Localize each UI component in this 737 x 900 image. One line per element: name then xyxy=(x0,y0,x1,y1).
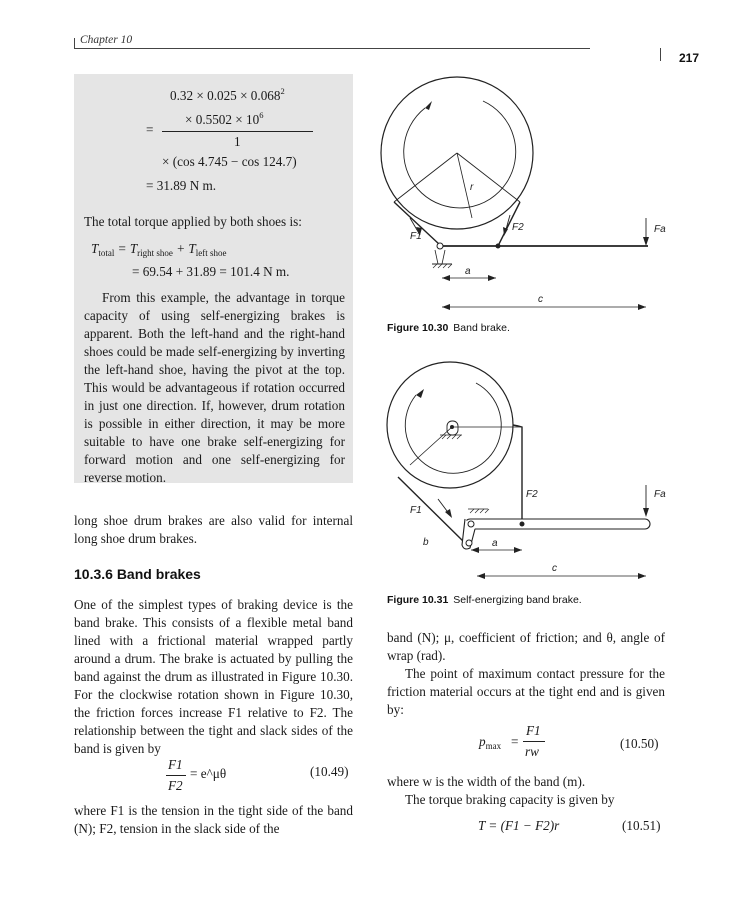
eq49-denominator: F2 xyxy=(168,778,183,793)
band-end-attachment xyxy=(466,540,472,546)
label-c: c xyxy=(538,294,543,305)
rotation-arrow-head xyxy=(416,389,424,398)
total-torque-line-1: $T_{total} = T_{right shoe} + T_{left shoe}$ xyxy=(91,241,227,258)
eq50-lhs: $p_{max}$ xyxy=(479,734,502,751)
label-F1: F1 xyxy=(410,231,422,242)
label-F2: F2 xyxy=(526,489,538,500)
eq50-number: (10.50) xyxy=(620,736,659,751)
lever-arm xyxy=(465,519,650,529)
eq-line-2: × $0.5502 \times 10^6$ xyxy=(185,110,264,127)
eq-fraction-bar xyxy=(162,131,313,132)
band-attachment xyxy=(496,244,501,249)
figure-10-31-self-energizing-band-brake xyxy=(380,355,680,585)
radius-line-left xyxy=(394,153,457,202)
band-definitions-paragraph: band (N); μ, coefficient of friction; and θ, angle of wrap (rad). xyxy=(387,630,665,663)
total-torque-line-2: = 69.54 + 31.89 = 101.4 N m. xyxy=(132,264,290,279)
eq50-equals: = xyxy=(511,734,519,749)
figure-10-30-caption: Figure 10.30 Band brake. xyxy=(387,322,510,334)
band-attachment xyxy=(520,522,525,527)
label-Fa: Fa xyxy=(654,489,666,500)
Fa-arrow-head xyxy=(643,237,649,246)
eq49-rhs: = e^μθ xyxy=(190,766,227,781)
lever-pivot xyxy=(468,521,474,527)
example-paragraph: From this example, the advantage in torque capacity of using self-energizing brakes is apparent. Both the left-hand and the right-hand shoes could be made self-energizing by inverting the left-hand shoe, having the pivot at the top. This would be advantageous if rotation occurred in just one direction. If, however, drum rotation is possible in either direction, it may be more suitable to have one brake self-energizing for forward motion and one self-energizing for reverse motion. xyxy=(84,290,345,485)
label-Fa: Fa xyxy=(654,224,666,235)
label-r: r xyxy=(470,182,474,193)
total-intro: The total torque applied by both shoes is: xyxy=(84,214,302,229)
eq-line-4: × (cos 4.745 − cos 124.7) xyxy=(162,154,297,169)
drum-outline xyxy=(387,362,513,488)
rotation-arrow-head xyxy=(425,101,432,110)
header-right-tick xyxy=(660,48,661,61)
label-F1: F1 xyxy=(410,505,422,516)
torque-capacity-intro: The torque braking capacity is given by xyxy=(405,792,615,807)
eq49-number: (10.49) xyxy=(310,764,349,779)
band-brake-paragraph: One of the simplest types of braking device is the band brake. This consists of a flexible metal band lined with a frictional material wrapped partly around a drum. The brake is actuated by pulling the band against the drum as illustrated in Figure 10.30. For the clockwise rotation shown in Figure 10.30, the friction forces increase F1 relative to F2. The relationship between the tight and slack sides of the band is given by xyxy=(74,597,353,756)
eq50-fraction-bar xyxy=(523,741,545,742)
page-number: 217 xyxy=(679,51,700,65)
running-header-chapter: Chapter 10 xyxy=(80,34,133,46)
figure-10-31-caption: Figure 10.31 Self-energizing band brake. xyxy=(387,594,582,606)
header-rule xyxy=(74,48,590,49)
figure-10-30-band-brake xyxy=(380,70,680,315)
eq51: T = (F1 − F2)r xyxy=(478,818,560,833)
band-slack-side xyxy=(513,425,522,527)
eq51-number: (10.51) xyxy=(622,818,661,833)
label-F2: F2 xyxy=(512,222,524,233)
label-a: a xyxy=(492,538,498,549)
rotation-arrow-arc xyxy=(404,101,516,208)
label-a: a xyxy=(465,266,471,277)
eq50-denominator: rw xyxy=(525,744,539,759)
eq-denominator: 1 xyxy=(234,134,241,149)
eq-equals: = xyxy=(146,122,154,137)
label-c: c xyxy=(552,563,557,574)
max-pressure-paragraph: The point of maximum contact pressure for the friction material occurs at the tight end and is given by: xyxy=(387,666,665,717)
radius-line xyxy=(410,427,452,465)
band-tight-side xyxy=(398,477,465,543)
eq50-numerator: F1 xyxy=(526,723,541,738)
eq49-fraction-bar xyxy=(166,775,186,776)
eq-line-1: $0.32 \times 0.025 \times 0.068^2$ xyxy=(170,86,285,103)
section-heading: 10.3.6 Band brakes xyxy=(74,566,201,582)
label-b: b xyxy=(423,537,429,548)
eq49-numerator: F1 xyxy=(168,757,183,772)
continuation-paragraph: long shoe drum brakes are also valid for internal long shoe drum brakes. xyxy=(74,513,353,546)
where-paragraph: where F1 is the tension in the tight side of the band (N); F2, tension in the slack side of the xyxy=(74,803,353,836)
Fa-arrow-head xyxy=(643,508,649,517)
eq-result: = 31.89 N m. xyxy=(146,178,217,193)
pivot xyxy=(437,243,443,249)
width-definition: where w is the width of the band (m). xyxy=(387,774,586,789)
